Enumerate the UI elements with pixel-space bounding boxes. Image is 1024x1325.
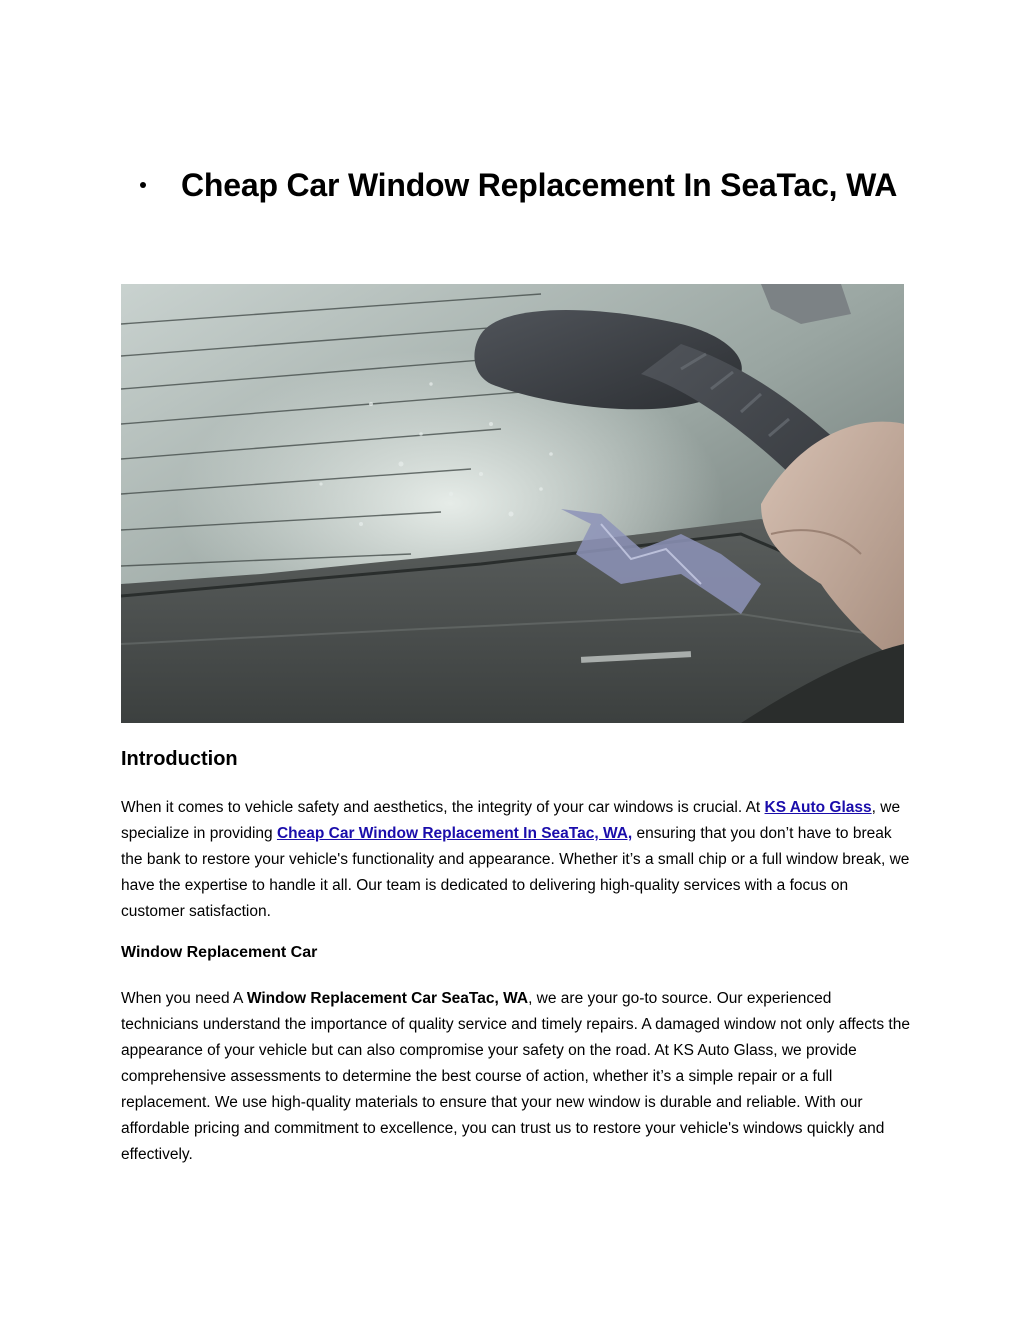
page-title: Cheap Car Window Replacement In SeaTac, WA: [181, 167, 898, 203]
intro-text-2: , we specialize in providing: [121, 799, 901, 842]
section-paragraph: [121, 986, 911, 1168]
section-heading: Window Replacement Car: [121, 944, 318, 961]
intro-heading: Introduction: [121, 748, 238, 770]
intro-text-1: When it comes to vehicle safety and aesthetics, the integrity of your car windows is crucial. At: [121, 799, 765, 816]
bullet-icon: [140, 182, 146, 188]
ks-auto-glass-link[interactable]: KS Auto Glass: [764, 799, 872, 816]
section-bold-text: Window Replacement Car SeaTac, WA: [246, 990, 529, 1007]
section-text-2: , we are your go-to source. Our experienced technicians understand the importance of quality service and timely repairs. A damaged window not only affects the appearance of your vehicle but can also compromise your safety on the road. At KS Auto Glass, we provide comprehensive assessments to determine the best course of action, whether it’s a simple repair or a full replacement. We use high-quality materials to ensure that your new window is durable and reliable. With our affordable pricing and commitment to excellence, you can trust us to restore your vehicle's windows quickly and effectively.: [121, 990, 910, 1163]
intro-text-3: ensuring that you don’t have to break the bank to restore your vehicle's functionality and appearance. Whether it’s a small chip or a full window break, we have the expertise to handle it all. Our team is dedicated to delivering high-quality services with a focus on customer satisfaction.: [121, 825, 910, 920]
windshield-photo: [121, 284, 904, 723]
intro-paragraph: [121, 795, 911, 925]
cheap-replacement-link[interactable]: Cheap Car Window Replacement In SeaTac, WA,: [276, 825, 633, 842]
title-block: [140, 158, 900, 212]
section-text-1: When you need A: [121, 990, 247, 1007]
